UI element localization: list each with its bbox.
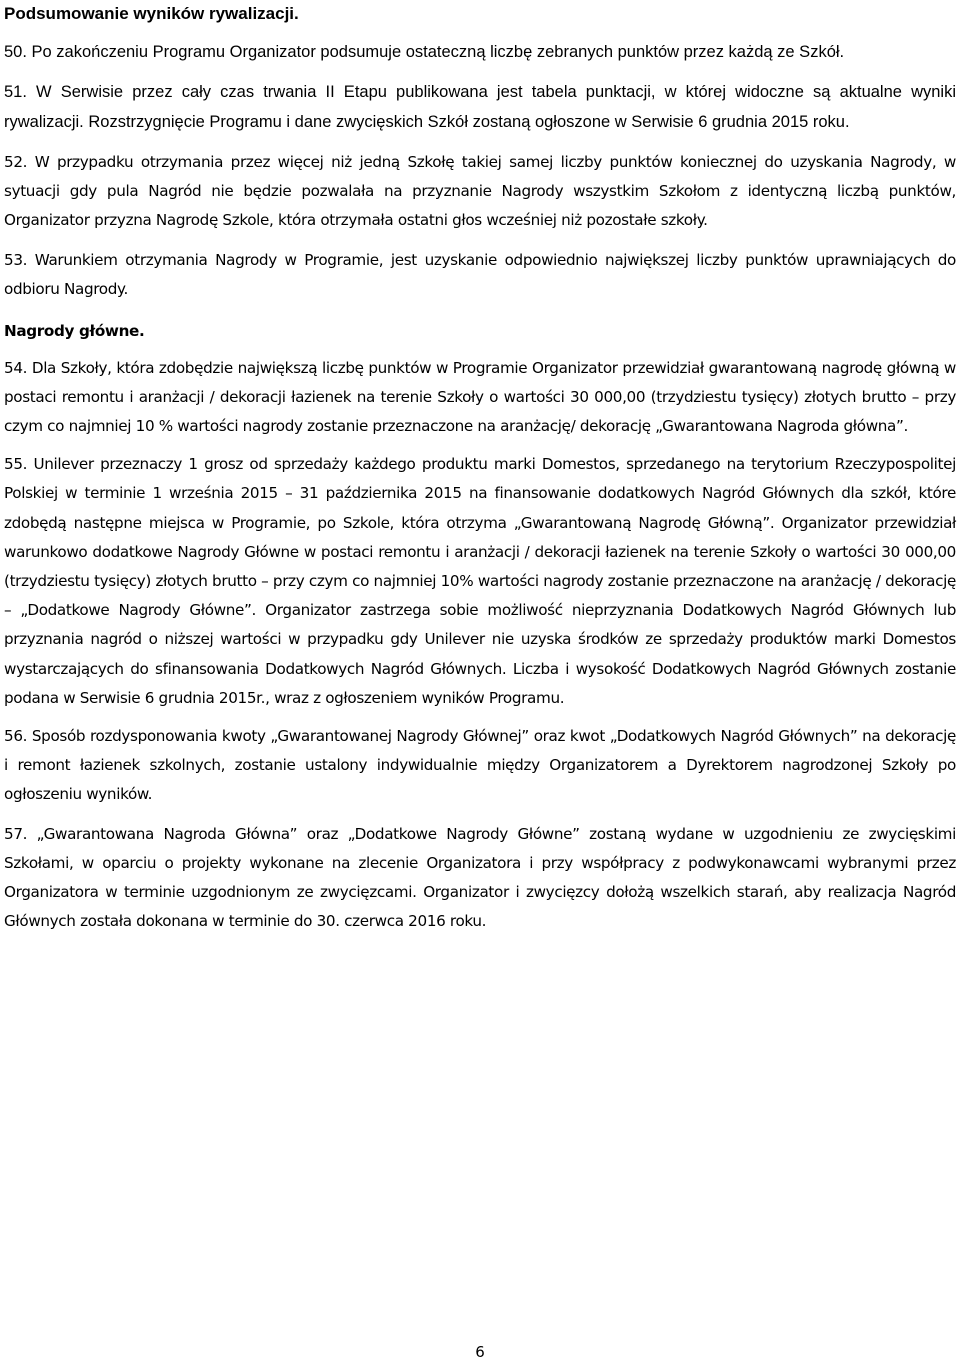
page-number: 6 <box>475 1343 485 1361</box>
paragraph-54: 54. Dla Szkoły, która zdobędzie największą liczbę punktów w Programie Organizator przewidział gwarantowaną nagrodę główną w postaci remontu i aranżacji / dekoracji łazienek na terenie Szkoły o wartości 30 000,00 (trzydziestu tysięcy) złotych brutto – przy czym co najmniej 10 % wartości nagrody zostanie przeznaczone na aranżację/ dekorację „Gwarantowana Nagroda główna”. <box>4 358 956 435</box>
paragraph-51 <box>4 77 956 138</box>
paragraph-55: 55. Unilever przeznaczy 1 grosz od sprzedaży każdego produktu marki Domestos, sprzedanego na terytorium Rzeczypospolitej Polskiej w terminie 1 września 2015 – 31 października 2015 na finansowanie dodatkowych Nagród Głównych dla szkół, które zdobędą następne miejsca w Programie, po Szkole, która otrzyma „Gwarantowaną Nagrodę Główną”. Organizator przewidział warunkowo dodatkowe Nagrody Główne w postaci remontu i aranżacji / dekoracji łazienek na terenie Szkoły o wartości 30 000,00 (trzydziestu tysięcy) złotych brutto – przy czym co najmniej 10% wartości nagrody zostanie przeznaczone na aranżację / dekorację – „Dodatkowe Nagrody Główne”. Organizator zastrzega sobie możliwość nieprzyznania Dodatkowych Nagród Głównych lub przyznania nagród o niższej wartości w przypadku gdy Unilever nie uzyska środków ze sprzedaży produktów marki Domestos wystarczających do sfinansowania Dodatkowych Nagród Głównych. Liczba i wysokość Dodatkowych Nagród Głównych zostanie podana w Serwisie 6 grudnia 2015r., wraz z ogłoszeniem wyników Programu. <box>4 455 956 707</box>
paragraph-53: 53. Warunkiem otrzymania Nagrody w Programie, jest uzyskanie odpowiednio największej liczby punktów uprawniających do odbioru Nagrody. <box>4 251 956 299</box>
paragraph-57: 57. „Gwarantowana Nagroda Główna” oraz „Dodatkowe Nagrody Główne” zostaną wydane w uzgodnieniu ze zwycięskimi Szkołami, w oparciu o projekty wykonane na zlecenie Organizatora i przy współpracy z podwykonawcami wybranymi przez Organizatora w terminie uzgodnionym ze zwycięzcami. Organizator i zwycięzcy dołożą wszelkich starań, aby realizacja Nagród Głównych została dokonana w terminie do 30. czerwca 2016 roku. <box>4 824 956 931</box>
paragraph-50: 50. Po zakończeniu Programu Organizator podsumuje ostateczną liczbę zebranych punktów przez każdą ze Szkół. <box>4 43 845 61</box>
section-title: Podsumowanie wyników rywalizacji. <box>4 4 299 23</box>
paragraph-56: 56. Sposób rozdysponowania kwoty „Gwarantowanej Nagrody Głównej” oraz kwot „Dodatkowych Nagród Głównych” na dekorację i remont łazienek szkolnych, zostanie ustalony indywidualnie między Organizatorem a Dyrektorem nagrodzonej Szkoły po ogłoszeniu wyników. <box>4 726 956 804</box>
paragraph-51-part-2: Rozstrzygnięcie Programu i dane zwycięskich Szkół zostaną ogłoszone w Serwisie 6 grudnia 2015 roku. <box>83 113 850 131</box>
paragraph-51-part-1: 51. W Serwisie przez cały czas trwania II Etapu publikowana jest tabela punktacji, w której widoczne są aktualne wyniki rywalizacji. <box>4 82 956 131</box>
subheading-main-prizes: Nagrody główne. <box>4 321 145 340</box>
document-page <box>4 0 956 936</box>
paragraph-52: 52. W przypadku otrzymania przez więcej niż jedną Szkołę takiej samej liczby punktów koniecznej do uzyskania Nagrody, w sytuacji gdy pula Nagród nie będzie pozwalała na przyznanie Nagrody wszystkim Szkołom z identyczną liczbą punktów, Organizator przyzna Nagrodę Szkole, która otrzymała ostatni głos wcześniej niż pozostałe szkoły. <box>4 152 956 229</box>
